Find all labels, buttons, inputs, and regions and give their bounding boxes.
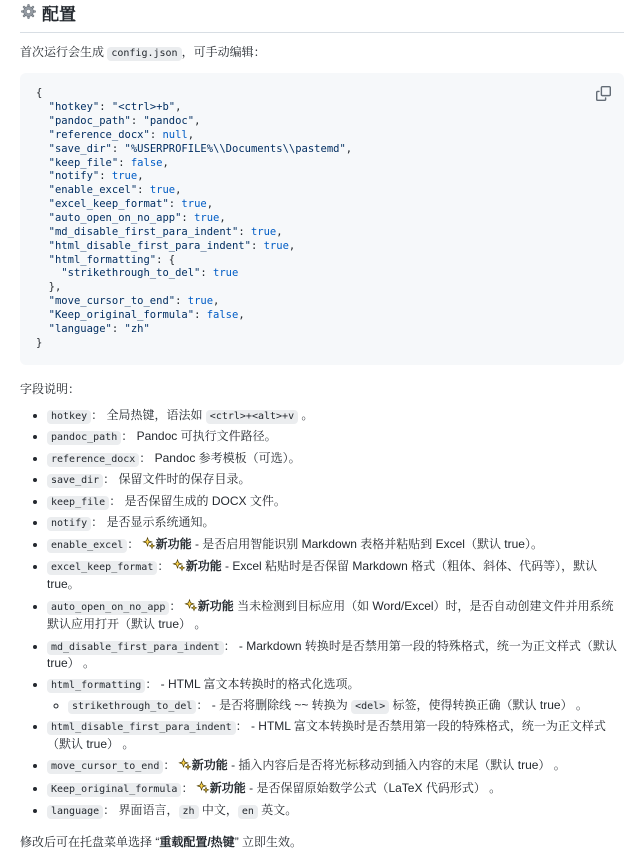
fields-label: 字段说明： (20, 381, 81, 396)
inline-code: Keep_original_formula (47, 783, 181, 797)
sparkles-icon (185, 599, 197, 616)
inline-code: <ctrl>+<alt>+v (206, 410, 298, 424)
inline-code: strikethrough_to_del (68, 700, 196, 714)
copy-icon (596, 86, 611, 101)
bold-text: 重载配置/热键 (159, 834, 235, 849)
code-block (20, 73, 624, 364)
list-item: • keep_file ： 是否保留生成的 DOCX 文件。 (47, 493, 624, 511)
sparkles-icon (173, 559, 185, 576)
inline-code: <del> (351, 700, 389, 714)
sub-list-item: ◦ strikethrough_to_del ： - 是否将删除线 ~~ 转换为 <del> 标签，使得转换正确（默认 true） 。 (68, 697, 624, 715)
inline-code: html_disable_first_para_indent (47, 721, 236, 735)
inline-code: keep_file (47, 496, 109, 510)
field-list (20, 407, 624, 820)
inline-code: md_disable_first_para_indent (47, 641, 224, 655)
inline-code: save_dir (47, 474, 103, 488)
list-item: • reference_docx ： Pandoc 参考模板（可选）。 (47, 450, 624, 468)
list-item: • html_disable_first_para_indent ： - HTML 富文本转换时是否禁用第一段的特殊格式，统一为正文样式（默认 true） 。 (47, 718, 624, 753)
inline-code: zh (179, 805, 199, 819)
list-item: • language ： 界面语言， zh 中文， en 英文。 (47, 802, 624, 820)
inline-code: notify (47, 517, 91, 531)
inline-code: reference_docx (47, 453, 139, 467)
list-item: • move_cursor_to_end ： 新功能 - 插入内容后是否将光标移动到插入内容的末尾（默认 true） 。 (47, 757, 624, 775)
inline-code: hotkey (47, 410, 91, 424)
list-item: • save_dir ： 保留文件时的保存目录。 (47, 471, 624, 489)
sparkles-icon (179, 758, 191, 775)
bold-text: 新功能 (155, 536, 192, 551)
sub-list (47, 697, 624, 715)
list-item: • notify ： 是否显示系统通知。 (47, 514, 624, 532)
intro-paragraph: 首次运行会生成 config.json ，可手动编辑： (20, 45, 266, 60)
list-item: • excel_keep_format ： 新功能 - Excel 粘贴时是否保留 Markdown 格式（粗体、斜体、代码等），默认 true。 (47, 558, 624, 594)
list-item: • md_disable_first_para_indent ： - Markdown 转换时是否禁用第一段的特殊格式，统一为正文样式（默认 true） 。 (47, 638, 624, 673)
list-item: • hotkey ： 全局热键，语法如 <ctrl>+<alt>+v 。 (47, 407, 624, 425)
gear-icon (20, 3, 37, 25)
list-item: • enable_excel ： 新功能 - 是否启用智能识别 Markdown 表格并粘贴到 Excel（默认 true）。 (47, 536, 624, 554)
copy-button[interactable] (590, 81, 616, 105)
code-content: { "hotkey": "<ctrl>+b", "pandoc_path": "pandoc", "reference_docx": null, "save_dir": "%USERPROFILE%\\Documents\\pastemd", "keep_file": false, "notify": true, "enable_excel": true, "excel_keep_format": true, "auto_open_on_no_app": true, "md_disable_first_para_indent": true, "html_disable_first_para_indent": true, "html_formatting": { "strikethrough_to_del": true }, "move_cursor_to_end": true, "Keep_original_formula": false, "language": "zh" } (36, 87, 353, 349)
inline-code: excel_keep_format (47, 561, 157, 575)
list-item: • pandoc_path ： Pandoc 可执行文件路径。 (47, 428, 624, 446)
bold-text: 新功能 (209, 780, 246, 795)
inline-code: config.json (107, 47, 181, 61)
sparkles-icon (197, 781, 209, 798)
inline-code: enable_excel (47, 539, 127, 553)
inline-code: language (47, 805, 103, 819)
page-title-text: 配置 (42, 4, 76, 24)
footer-paragraph: 修改后可在托盘菜单选择 “重载配置/热键” 立即生效。 (20, 834, 303, 849)
bold-text: 新功能 (185, 558, 222, 573)
inline-code: pandoc_path (47, 431, 121, 445)
bold-text: 新功能 (191, 758, 228, 773)
bold-text: 新功能 (197, 598, 234, 613)
inline-code: auto_open_on_no_app (47, 601, 169, 615)
inline-code: en (238, 805, 258, 819)
inline-code: move_cursor_to_end (47, 760, 163, 774)
list-item: • html_formatting ： - HTML 富文本转换时的格式化选项。 ◦ strikethrough_to_del ： - 是否将删除线 ~~ 转换为 <del> 标签，使得转换正确（默认 true） 。 (47, 676, 624, 714)
page-title (20, 3, 624, 33)
list-item: • auto_open_on_no_app ： 新功能 当未检测到目标应用（如 Word/Excel）时，是否自动创建文件并用系统默认应用打开（默认 true） 。 (47, 598, 624, 634)
list-item: • Keep_original_formula ： 新功能 - 是否保留原始数学公式（LaTeX 代码形式） 。 (47, 780, 624, 798)
inline-code: html_formatting (47, 679, 145, 693)
sparkles-icon (143, 537, 155, 554)
